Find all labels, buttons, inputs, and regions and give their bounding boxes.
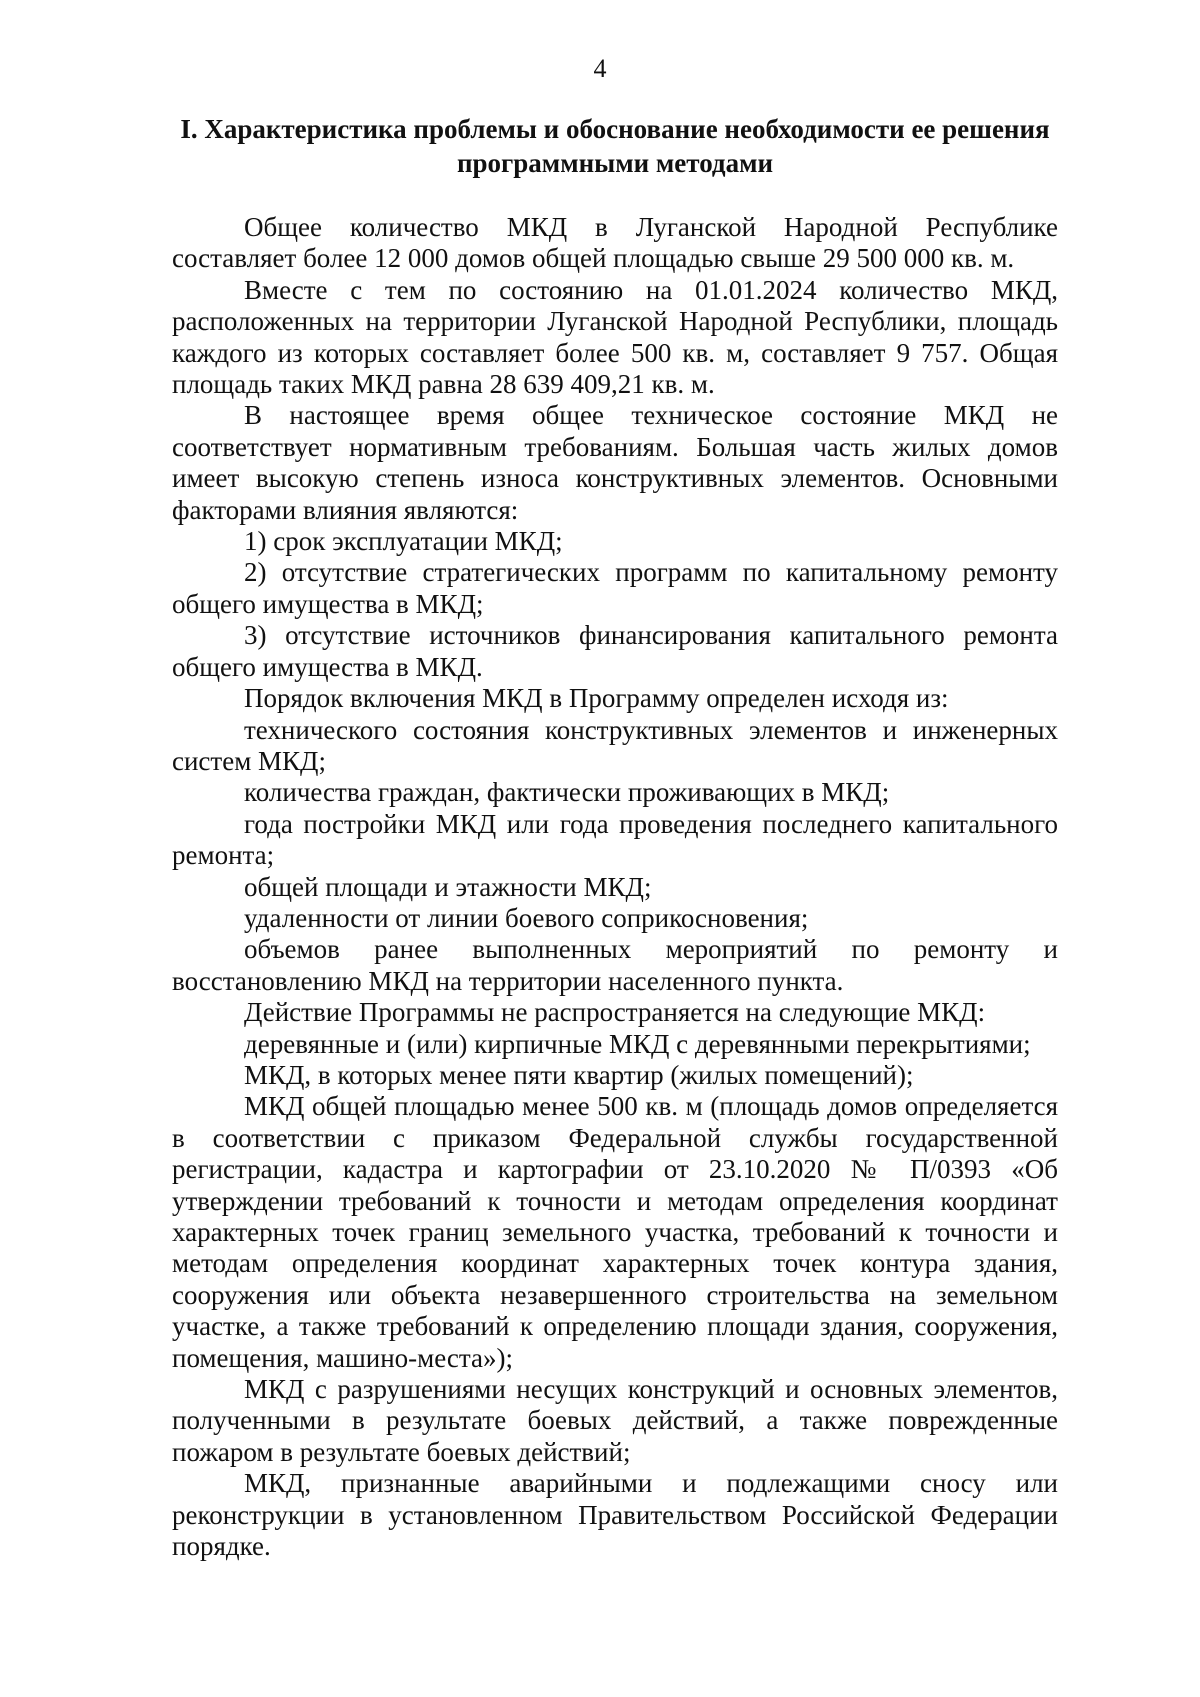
list-item-factor-2: 2) отсутствие стратегических программ по капитальному ремонту общего имущества в МКД;	[172, 557, 1058, 619]
list-item-criterion-previous-works: объемов ранее выполненных мероприятий по ремонту и восстановлению МКД на территории населенного пункта.	[172, 934, 1058, 996]
page-number: 4	[593, 54, 607, 83]
list-item-factor-3: 3) отсутствие источников финансирования капитального ремонта общего имущества в МКД.	[172, 620, 1058, 682]
paragraph-exclusions: Действие Программы не распространяется на следующие МКД:	[244, 997, 986, 1028]
paragraph-total-count: Общее количество МКД в Луганской Народной Республике составляет более 12 000 домов общей площадью свыше 29 500 000 кв. м.	[172, 212, 1058, 274]
list-item-criterion-year: года постройки МКД или года проведения последнего капитального ремонта;	[172, 808, 1058, 871]
paragraph-count-2024: Вместе с тем по состоянию на 01.01.2024 количество МКД, расположенных на территории Луганской Народной Республики, площадь каждого из которых составляет более 500 кв. м, составляет 9 757. Общая площадь таких МКД равна 28 639 409,21 кв. м.	[172, 274, 1058, 400]
list-item-exclusion-few-apartments: МКД, в которых менее пяти квартир (жилых помещений);	[244, 1059, 914, 1090]
body-text	[172, 212, 1058, 1562]
section-heading: I. Характеристика проблемы и обоснование необходимости ее решения программными методами	[180, 114, 1050, 178]
list-item-criterion-area: общей площади и этажности МКД;	[244, 871, 652, 902]
list-item-criterion-technical: технического состояния конструктивных элементов и инженерных систем МКД;	[172, 714, 1058, 776]
list-item-factor-1: 1) срок эксплуатации МКД;	[244, 526, 563, 557]
paragraph-inclusion-order: Порядок включения МКД в Программу определен исходя из:	[244, 683, 949, 714]
list-item-exclusion-small-area: МКД общей площадью менее 500 кв. м (площадь домов определяется в соответствии с приказом Федеральной службы государственной регистрации, кадастра и картографии от 23.10.2020 № П/0393 «Об утверждении требований к точности и методам определения координат характерных точек границ земельного участка, требований к точности и методам определения координат характерных точек контура здания, сооружения или объекта незавершенного строительства на земельном участке, а также требований к определению площади здания, сооружения, помещения, машино-места»);	[172, 1091, 1058, 1373]
list-item-exclusion-war-damage: МКД с разрушениями несущих конструкций и основных элементов, полученными в результате боевых действий, а также поврежденные пожаром в результате боевых действий;	[172, 1374, 1058, 1467]
list-item-exclusion-wooden: деревянные и (или) кирпичные МКД с деревянными перекрытиями;	[244, 1028, 1031, 1059]
paragraph-technical-state: В настоящее время общее техническое состояние МКД не соответствует нормативным требованиям. Большая часть жилых домов имеет высокую степень износа конструктивных элементов. Основными факторами влияния являются:	[172, 400, 1058, 525]
list-item-criterion-residents: количества граждан, фактически проживающих в МКД;	[244, 777, 890, 808]
list-item-exclusion-emergency: МКД, признанные аварийными и подлежащими сносу или реконструкции в установленном Правительством Российской Федерации порядке.	[172, 1468, 1058, 1562]
list-item-criterion-distance: удаленности от линии боевого соприкосновения;	[244, 902, 809, 933]
